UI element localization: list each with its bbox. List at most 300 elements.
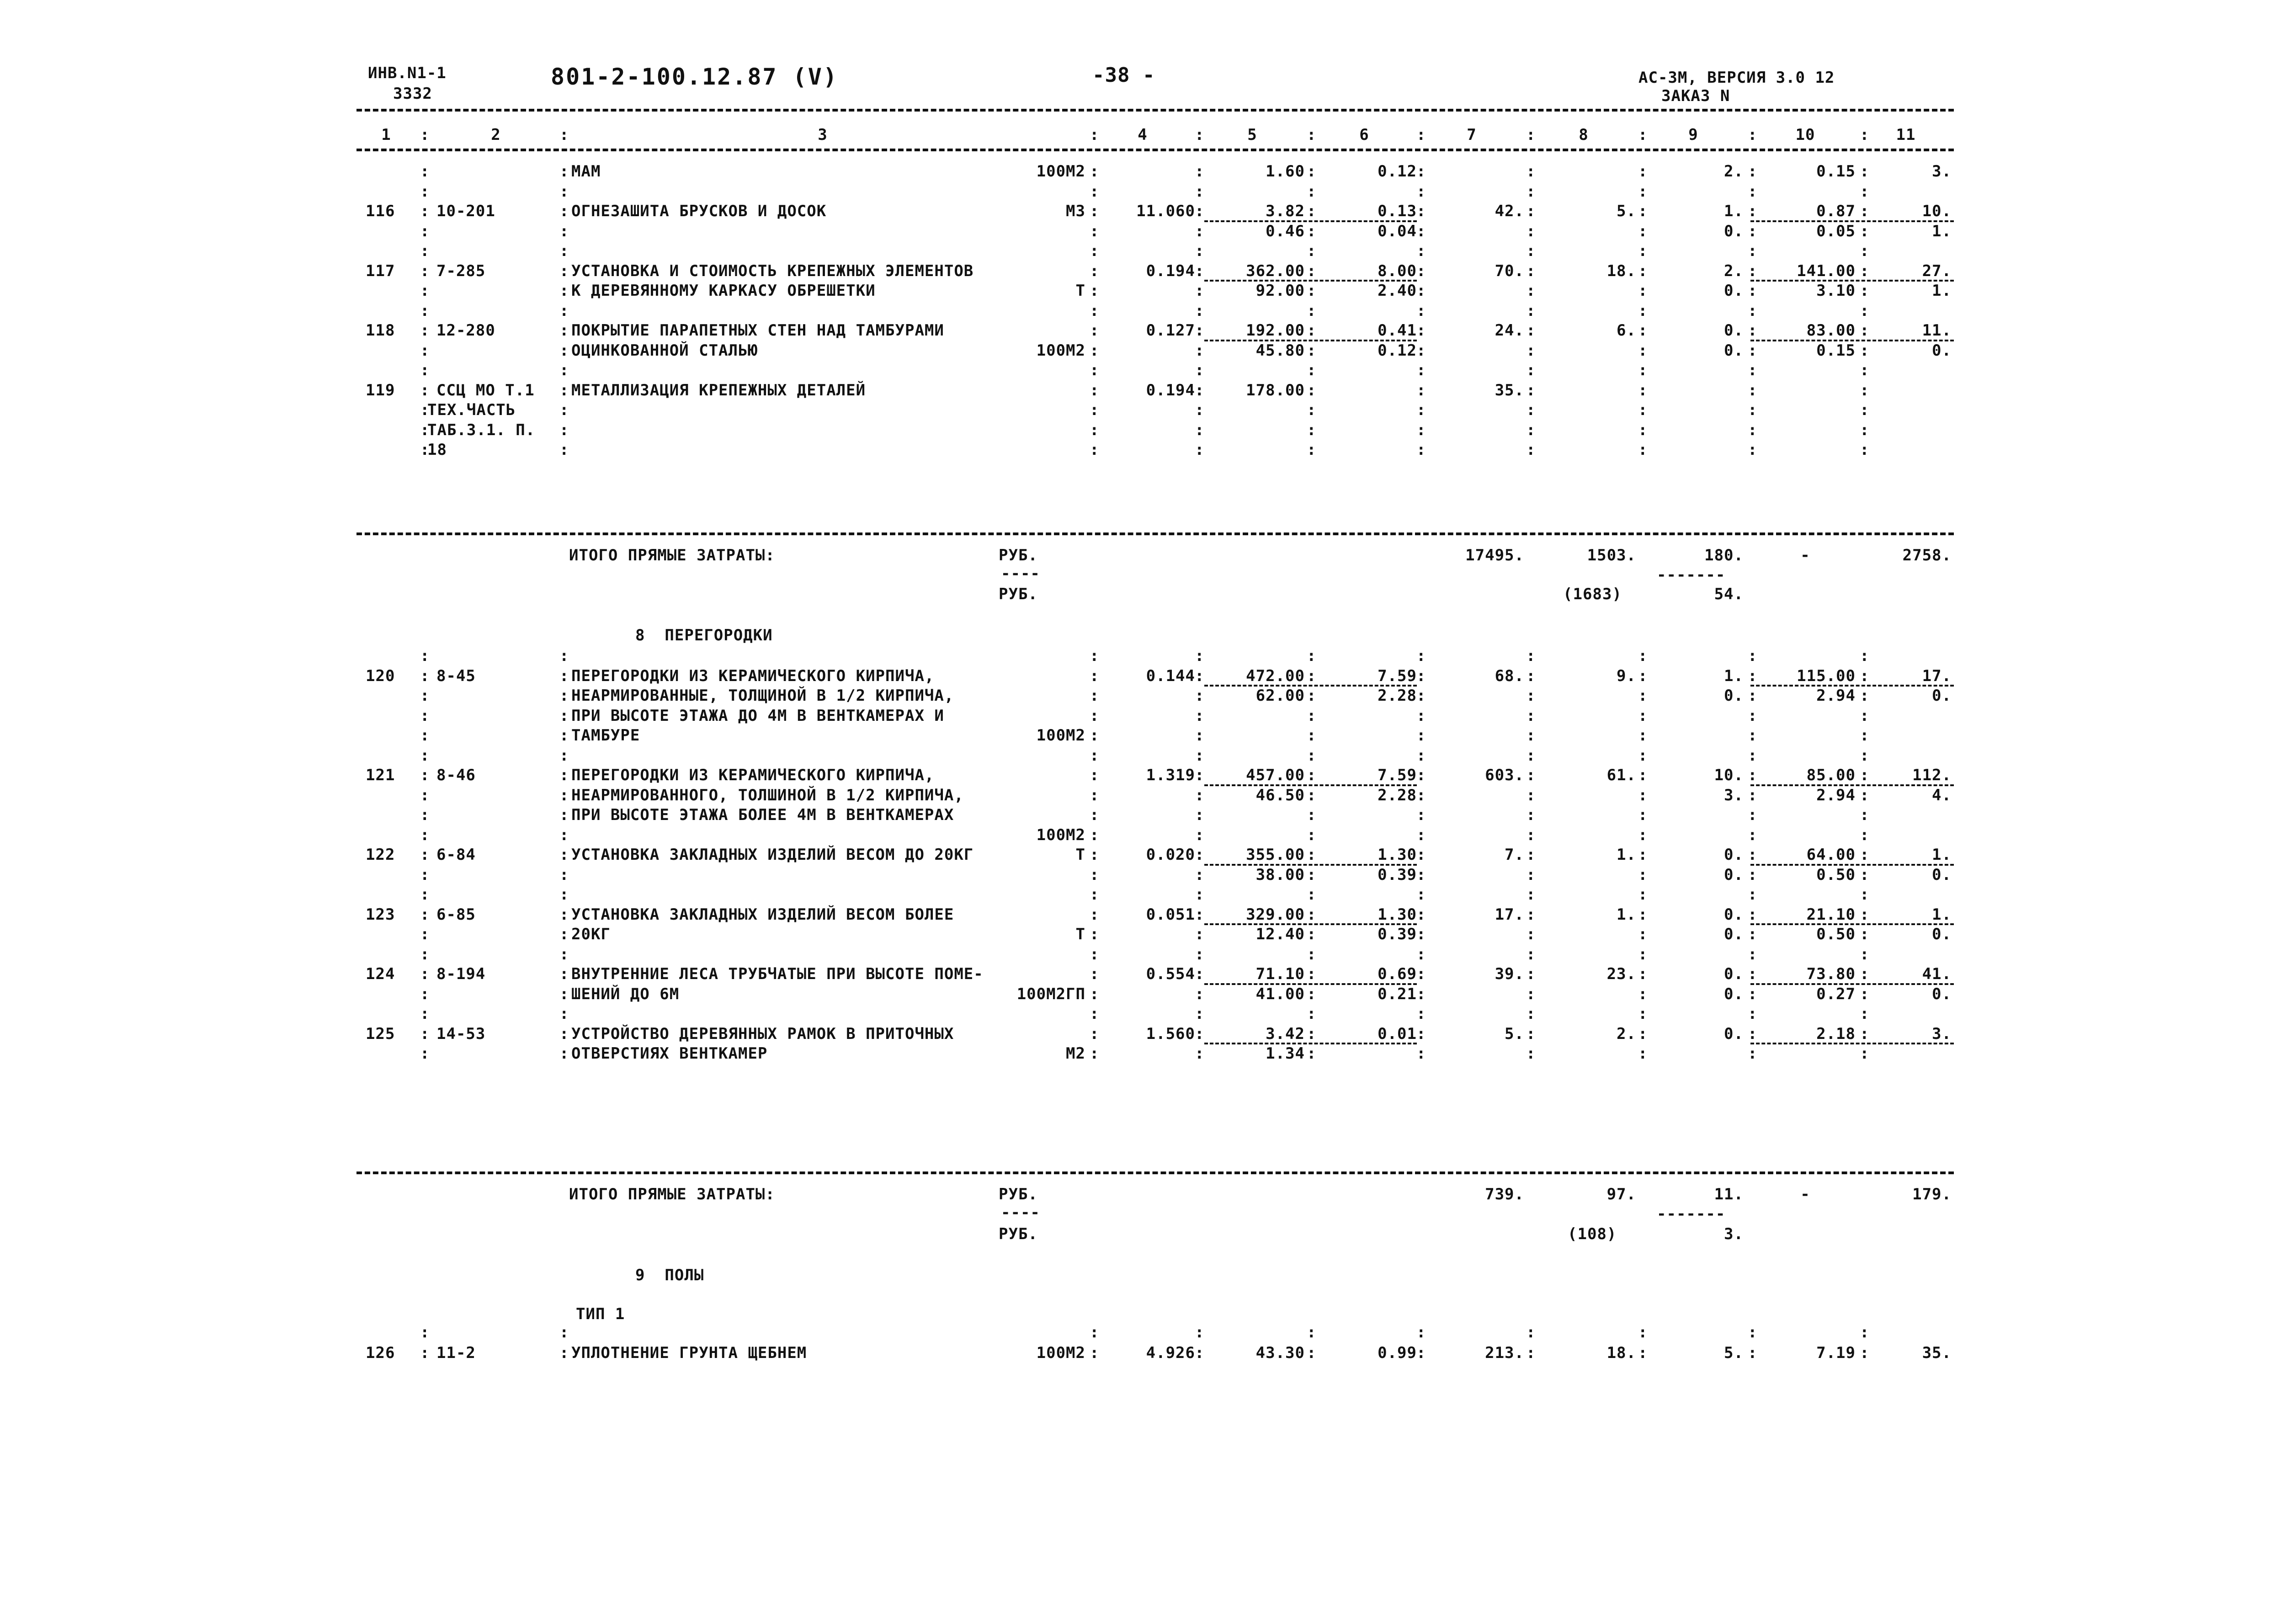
column-separator: :	[1526, 1344, 1536, 1362]
column-separator: :	[1860, 647, 1870, 665]
column-separator: :	[420, 666, 430, 685]
column-separator: :	[1195, 687, 1205, 705]
column-number-4: 4	[1138, 126, 1148, 144]
column-separator: :	[1090, 401, 1100, 419]
cell-c11: 35.	[1922, 1344, 1952, 1362]
row-unit: 100М2	[1036, 726, 1085, 745]
row-unit: Т	[1075, 846, 1085, 864]
column-separator: :	[1307, 846, 1317, 864]
subcell-s11: 1.	[1932, 282, 1952, 300]
row-description: ПОКРЫТИЕ ПАРАПЕТНЫХ СТЕН НАД ТАМБУРАМИ	[571, 321, 944, 340]
page-number: -38 -	[1092, 64, 1155, 87]
column-separator: :	[1416, 945, 1426, 964]
row-code: 10-201	[436, 202, 495, 220]
column-separator: :	[1090, 925, 1100, 943]
column-separator: :	[559, 261, 569, 280]
column-separator: :	[420, 1344, 430, 1362]
row-description: ОЦИНКОВАННОЙ СТАЛЬЮ	[571, 341, 758, 360]
row-number: 120	[366, 666, 395, 685]
column-separator: :	[1416, 766, 1426, 784]
column-separator: :	[1195, 242, 1205, 260]
column-separator: :	[1638, 666, 1648, 685]
row-code: 12-280	[436, 321, 495, 340]
column-number-6: 6	[1359, 126, 1369, 144]
column-separator: :	[559, 381, 569, 399]
row-description: ТАМБУРЕ	[571, 726, 640, 745]
column-separator: :	[1638, 925, 1648, 943]
column-separator: :	[1416, 261, 1426, 280]
cell-c11: 11.	[1922, 321, 1952, 340]
cell-c5: 3.42	[1266, 1024, 1305, 1043]
column-separator: :	[1860, 885, 1870, 904]
row-unit: М3	[1066, 202, 1085, 220]
cell-c11: 1.	[1932, 905, 1952, 924]
column-separator: :	[1195, 846, 1205, 864]
column-separator: :	[559, 126, 569, 144]
column-separator: :	[1526, 687, 1536, 705]
column-separator: :	[420, 341, 430, 360]
cell-c8: 1.	[1617, 905, 1636, 924]
cell-c8: 23.	[1606, 965, 1636, 983]
column-separator: :	[420, 1024, 430, 1043]
column-separator: :	[420, 162, 430, 181]
column-separator: :	[1307, 1344, 1317, 1362]
column-separator: :	[1748, 381, 1758, 399]
column-separator: :	[1195, 945, 1205, 964]
row-number: 126	[366, 1344, 395, 1362]
cell-c9: 0.	[1724, 965, 1744, 983]
row-unit: 100М2	[1036, 162, 1085, 181]
column-separator: :	[1860, 421, 1870, 439]
column-separator: :	[1638, 766, 1648, 784]
column-separator: :	[1748, 282, 1758, 300]
column-separator: :	[1860, 746, 1870, 765]
cell-c7: 5.	[1505, 1024, 1524, 1043]
column-separator: :	[559, 687, 569, 705]
column-separator: :	[1416, 301, 1426, 320]
column-separator: :	[1748, 1024, 1758, 1043]
column-separator: :	[1860, 381, 1870, 399]
column-separator: :	[1748, 786, 1758, 804]
column-separator: :	[1307, 1044, 1317, 1063]
cell-qty: 11.060	[1136, 202, 1195, 220]
column-separator: :	[1416, 1024, 1426, 1043]
column-separator: :	[1526, 726, 1536, 745]
column-separator: :	[1195, 261, 1205, 280]
column-separator: :	[420, 945, 430, 964]
column-separator: :	[1638, 905, 1648, 924]
column-separator: :	[1526, 786, 1536, 804]
column-separator: :	[1416, 202, 1426, 220]
subcell-s11: 0.	[1932, 865, 1952, 884]
column-separator: :	[420, 786, 430, 804]
column-separator: :	[1090, 421, 1100, 439]
total-unit: РУБ.	[999, 1185, 1038, 1203]
cell-c9: 1.	[1724, 202, 1744, 220]
column-separator: :	[1860, 182, 1870, 201]
cell-c5: 3.82	[1266, 202, 1305, 220]
column-separator: :	[1195, 806, 1205, 824]
subcell-s5: 1.34	[1266, 1044, 1305, 1063]
column-separator: :	[1195, 925, 1205, 943]
column-separator: :	[1416, 1323, 1426, 1342]
subcell-s6: 2.28	[1378, 687, 1417, 705]
column-separator: :	[1195, 786, 1205, 804]
column-separator: :	[1748, 401, 1758, 419]
column-separator: :	[1090, 441, 1100, 459]
column-separator: :	[1307, 985, 1317, 1003]
cell-c10: 85.00	[1806, 766, 1856, 784]
row-code-line: 18	[427, 441, 447, 459]
cell-c6: 8.00	[1378, 261, 1417, 280]
column-separator: :	[1416, 666, 1426, 685]
column-separator: :	[420, 321, 430, 340]
column-separator: :	[1638, 321, 1648, 340]
cell-c10: 0.15	[1816, 162, 1856, 181]
column-number-5: 5	[1247, 126, 1257, 144]
column-separator: :	[1195, 282, 1205, 300]
cell-c6: 0.12	[1378, 162, 1417, 181]
column-separator: :	[1307, 905, 1317, 924]
cell-c7: 35.	[1495, 381, 1524, 399]
column-separator: :	[1860, 766, 1870, 784]
column-separator: :	[1307, 441, 1317, 459]
column-separator: :	[1195, 1323, 1205, 1342]
column-separator: :	[1090, 786, 1100, 804]
column-separator: :	[1860, 846, 1870, 864]
column-separator: :	[420, 746, 430, 765]
total-underline: ----	[1001, 1203, 1040, 1222]
column-separator: :	[559, 706, 569, 725]
column-separator: :	[420, 865, 430, 884]
column-separator: :	[1090, 381, 1100, 399]
row-description: ПРИ ВЫСОТЕ ЭТАЖА ДО 4М В ВЕНТКАМЕРАХ И	[571, 706, 944, 725]
cell-c11: 27.	[1922, 261, 1952, 280]
column-separator: :	[1416, 242, 1426, 260]
cell-c5: 457.00	[1246, 766, 1305, 784]
column-separator: :	[559, 202, 569, 220]
column-separator: :	[420, 647, 430, 665]
column-separator: :	[420, 1323, 430, 1342]
column-separator: :	[1638, 726, 1648, 745]
column-separator: :	[1090, 361, 1100, 379]
subcell-s9: 0.	[1724, 865, 1744, 884]
column-separator: :	[1090, 865, 1100, 884]
column-separator: :	[1416, 1005, 1426, 1023]
document-code: 801-2-100.12.87 (V)	[551, 64, 838, 90]
column-separator: :	[1748, 885, 1758, 904]
cell-c7: 24.	[1495, 321, 1524, 340]
column-separator: :	[559, 1005, 569, 1023]
column-separator: :	[1195, 301, 1205, 320]
column-number-8: 8	[1579, 126, 1589, 144]
column-separator: :	[1307, 865, 1317, 884]
total-c8: 1503.	[1587, 546, 1636, 564]
column-separator: :	[1638, 945, 1648, 964]
total-sub8: (1683)	[1563, 585, 1622, 603]
column-separator: :	[1748, 182, 1758, 201]
column-separator: :	[1526, 421, 1536, 439]
section-rule	[356, 1171, 1954, 1174]
column-separator: :	[1860, 1044, 1870, 1063]
column-separator: :	[1416, 282, 1426, 300]
column-separator: :	[1307, 766, 1317, 784]
column-separator: :	[1416, 341, 1426, 360]
column-separator: :	[420, 965, 430, 983]
column-separator: :	[1860, 806, 1870, 824]
row-code: 8-194	[436, 965, 486, 983]
cell-c9: 2.	[1724, 261, 1744, 280]
column-separator: :	[1638, 341, 1648, 360]
column-separator: :	[1090, 706, 1100, 725]
column-separator: :	[1090, 885, 1100, 904]
column-separator: :	[1860, 865, 1870, 884]
subcell-s5: 92.00	[1255, 282, 1305, 300]
subcell-s10: 2.94	[1816, 786, 1856, 804]
column-separator: :	[1090, 726, 1100, 745]
total-label: ИТОГО ПРЯМЫЕ ЗАТРАТЫ:	[569, 1185, 775, 1203]
column-separator: :	[1307, 321, 1317, 340]
subcell-s6: 0.39	[1378, 925, 1417, 943]
column-separator: :	[1526, 666, 1536, 685]
column-separator: :	[1860, 1323, 1870, 1342]
section-rule	[356, 532, 1954, 535]
column-separator: :	[559, 321, 569, 340]
column-separator: :	[1416, 965, 1426, 983]
order-number: ЗАКАЗ N	[1661, 87, 1730, 105]
column-number-7: 7	[1467, 126, 1477, 144]
column-separator: :	[420, 925, 430, 943]
column-separator: :	[1195, 1005, 1205, 1023]
cell-qty: 4.926	[1146, 1344, 1195, 1362]
column-separator: :	[1195, 1044, 1205, 1063]
column-separator: :	[1090, 282, 1100, 300]
column-separator: :	[1195, 885, 1205, 904]
row-number: 119	[366, 381, 395, 399]
column-separator: :	[1860, 321, 1870, 340]
column-separator: :	[559, 885, 569, 904]
column-separator: :	[1748, 242, 1758, 260]
cell-c8: 18.	[1606, 1344, 1636, 1362]
column-separator: :	[1307, 786, 1317, 804]
column-separator: :	[1416, 361, 1426, 379]
column-separator: :	[1860, 905, 1870, 924]
column-separator: :	[1860, 706, 1870, 725]
column-separator: :	[1416, 806, 1426, 824]
column-separator: :	[1638, 786, 1648, 804]
column-separator: :	[559, 766, 569, 784]
sub-rule	[1750, 1043, 1954, 1044]
column-separator: :	[1638, 1044, 1648, 1063]
column-separator: :	[1526, 301, 1536, 320]
column-separator: :	[1416, 985, 1426, 1003]
cell-c11: 17.	[1922, 666, 1952, 685]
cell-c7: 68.	[1495, 666, 1524, 685]
column-separator: :	[1748, 706, 1758, 725]
cell-c8: 61.	[1606, 766, 1636, 784]
column-separator: :	[1090, 1344, 1100, 1362]
row-description: МАМ	[571, 162, 601, 181]
column-separator: :	[1307, 381, 1317, 399]
column-number-1: 1	[381, 126, 391, 144]
subcell-s9: 3.	[1724, 786, 1744, 804]
total-label: ИТОГО ПРЯМЫЕ ЗАТРАТЫ:	[569, 546, 775, 564]
cell-c6: 7.59	[1378, 666, 1417, 685]
column-separator: :	[1860, 261, 1870, 280]
subcell-s9: 0.	[1724, 985, 1744, 1003]
column-separator: :	[1195, 381, 1205, 399]
column-separator: :	[1195, 825, 1205, 844]
cell-c7: 42.	[1495, 202, 1524, 220]
column-separator: :	[1638, 182, 1648, 201]
column-separator: :	[1307, 687, 1317, 705]
column-separator: :	[1526, 806, 1536, 824]
column-separator: :	[1416, 846, 1426, 864]
column-separator: :	[1638, 706, 1648, 725]
column-separator: :	[1748, 985, 1758, 1003]
column-separator: :	[1416, 885, 1426, 904]
column-separator: :	[1748, 647, 1758, 665]
column-separator: :	[1748, 945, 1758, 964]
cell-c7: 70.	[1495, 261, 1524, 280]
column-separator: :	[1090, 1323, 1100, 1342]
row-description: УСТАНОВКА ЗАКЛАДНЫХ ИЗДЕЛИЙ ВЕСОМ ДО 20КГ	[571, 846, 974, 864]
column-separator: :	[420, 885, 430, 904]
column-separator: :	[1638, 985, 1648, 1003]
column-separator: :	[1748, 321, 1758, 340]
cell-c9: 0.	[1724, 321, 1744, 340]
column-separator: :	[559, 746, 569, 765]
column-separator: :	[1638, 1024, 1648, 1043]
column-separator: :	[420, 441, 430, 459]
column-separator: :	[1195, 746, 1205, 765]
column-separator: :	[1638, 965, 1648, 983]
row-description: ОГНЕЗАШИТА БРУСКОВ И ДОСОК	[571, 202, 827, 220]
header-rule	[356, 109, 1954, 112]
cell-c10: 7.19	[1816, 1344, 1856, 1362]
row-code: ССЦ МО Т.1	[436, 381, 535, 399]
subcell-s5: 0.46	[1266, 222, 1305, 240]
row-code-line: ТЕХ.ЧАСТЬ	[427, 401, 516, 419]
column-separator: :	[1526, 1044, 1536, 1063]
column-separator: :	[559, 1044, 569, 1063]
row-code: 11-2	[436, 1344, 476, 1362]
cell-c8: 6.	[1617, 321, 1636, 340]
type-heading: ТИП 1	[576, 1305, 625, 1323]
column-separator: :	[1195, 162, 1205, 181]
column-separator: :	[1090, 846, 1100, 864]
column-separator: :	[1860, 786, 1870, 804]
column-separator: :	[1195, 126, 1205, 144]
column-separator: :	[1195, 441, 1205, 459]
column-separator: :	[1860, 965, 1870, 983]
cell-c11: 1.	[1932, 846, 1952, 864]
column-separator: :	[1748, 925, 1758, 943]
column-separator: :	[1748, 687, 1758, 705]
column-separator: :	[559, 666, 569, 685]
cell-c6: 0.69	[1378, 965, 1417, 983]
column-separator: :	[1526, 706, 1536, 725]
column-separator: :	[1748, 261, 1758, 280]
column-separator: :	[420, 242, 430, 260]
cell-c11: 3.	[1932, 162, 1952, 181]
cell-c9: 2.	[1724, 162, 1744, 181]
column-separator: :	[559, 965, 569, 983]
column-separator: :	[1090, 985, 1100, 1003]
column-separator: :	[420, 1044, 430, 1063]
column-separator: :	[1748, 865, 1758, 884]
sub-rule	[1204, 1043, 1417, 1044]
subcell-s10: 0.50	[1816, 925, 1856, 943]
column-separator: :	[1860, 282, 1870, 300]
column-separator: :	[1860, 242, 1870, 260]
cell-qty: 1.319	[1146, 766, 1195, 784]
column-separator: :	[1748, 666, 1758, 685]
column-separator: :	[559, 726, 569, 745]
column-separator: :	[1195, 222, 1205, 240]
column-separator: :	[1307, 1024, 1317, 1043]
column-separator: :	[1416, 1344, 1426, 1362]
column-separator: :	[1307, 885, 1317, 904]
column-separator: :	[1748, 421, 1758, 439]
column-separator: :	[1638, 301, 1648, 320]
cell-c11: 41.	[1922, 965, 1952, 983]
column-separator: :	[1526, 162, 1536, 181]
column-separator: :	[1307, 282, 1317, 300]
column-separator: :	[420, 421, 430, 439]
subcell-s5: 41.00	[1255, 985, 1305, 1003]
row-unit: Т	[1075, 925, 1085, 943]
row-description: ОТВЕРСТИЯХ ВЕНТКАМЕР	[571, 1044, 768, 1063]
total-c10: -	[1800, 546, 1810, 564]
column-separator: :	[1860, 202, 1870, 220]
row-description: УСТРОЙСТВО ДЕРЕВЯННЫХ РАМОК В ПРИТОЧНЫХ	[571, 1024, 954, 1043]
cell-c7: 213.	[1485, 1344, 1524, 1362]
subcell-s11: 0.	[1932, 985, 1952, 1003]
column-separator: :	[1860, 985, 1870, 1003]
column-separator: :	[1860, 361, 1870, 379]
column-separator: :	[420, 766, 430, 784]
column-separator: :	[1638, 401, 1648, 419]
cell-c5: 472.00	[1246, 666, 1305, 685]
column-separator: :	[1638, 1005, 1648, 1023]
subcell-s9: 0.	[1724, 222, 1744, 240]
column-separator: :	[420, 401, 430, 419]
subcell-s10: 0.50	[1816, 865, 1856, 884]
subcell-s6: 2.40	[1378, 282, 1417, 300]
subcell-s10: 0.15	[1816, 341, 1856, 360]
column-separator: :	[1195, 865, 1205, 884]
column-separator: :	[1638, 1323, 1648, 1342]
column-separator: :	[559, 905, 569, 924]
column-separator: :	[1748, 341, 1758, 360]
total-c11: 179.	[1912, 1185, 1952, 1203]
total-underline: ----	[1001, 564, 1040, 583]
cell-c11: 3.	[1932, 1024, 1952, 1043]
column-separator: :	[1307, 421, 1317, 439]
column-separator: :	[1526, 282, 1536, 300]
cell-qty: 0.127	[1146, 321, 1195, 340]
column-separator: :	[1748, 126, 1758, 144]
subcell-s11: 0.	[1932, 687, 1952, 705]
section-heading: 9 ПОЛЫ	[635, 1266, 704, 1284]
column-separator: :	[559, 925, 569, 943]
column-separator: :	[559, 401, 569, 419]
inventory-label: ИНВ.N1-1	[368, 64, 447, 82]
cell-c10: 0.87	[1816, 202, 1856, 220]
column-separator: :	[1526, 321, 1536, 340]
inventory-number: 3332	[393, 85, 432, 103]
